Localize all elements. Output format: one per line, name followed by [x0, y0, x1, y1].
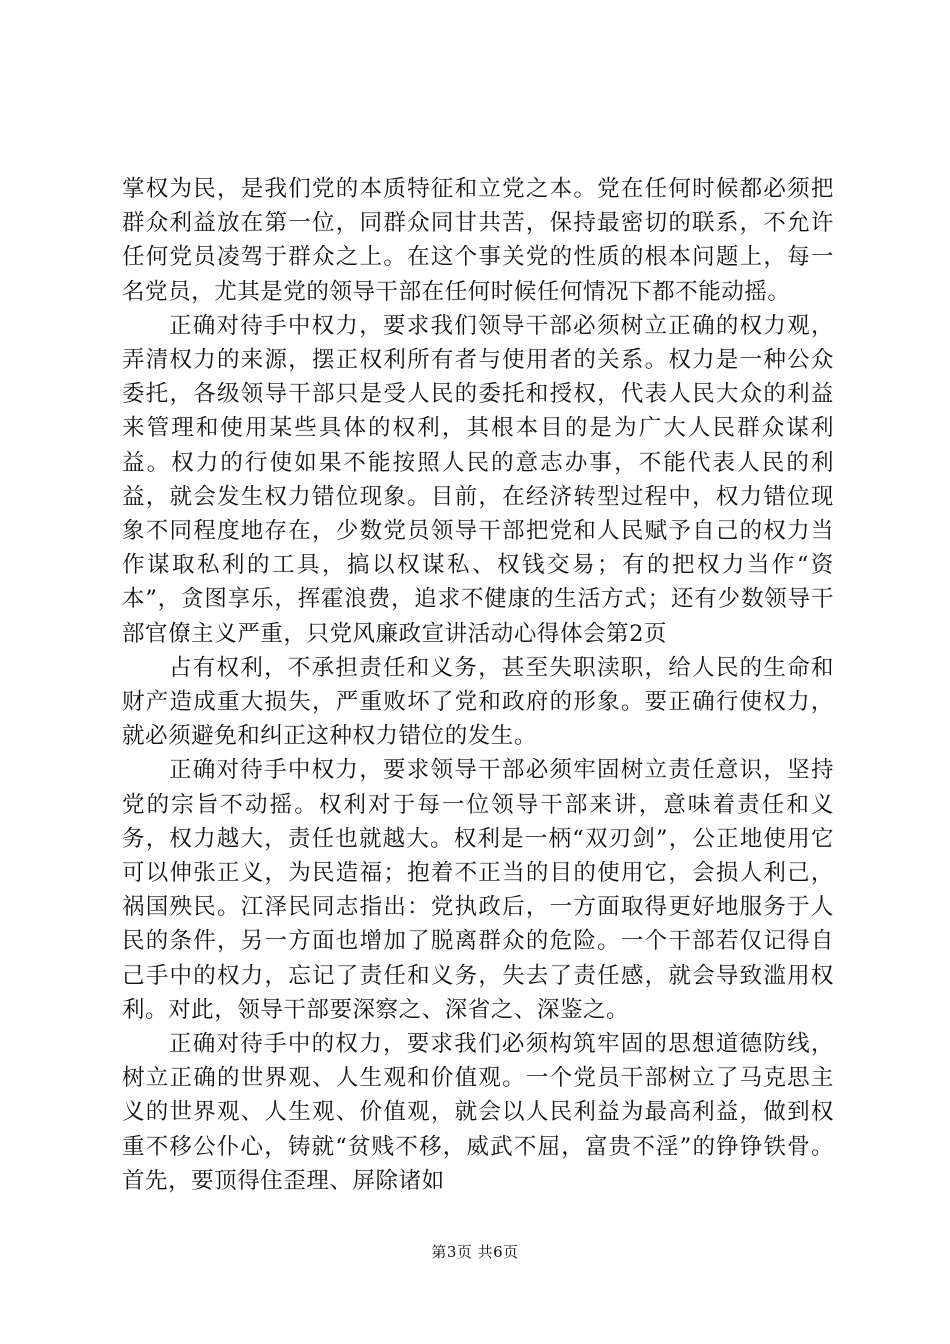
paragraph-5: 正确对待手中的权力，要求我们必须构筑牢固的思想道德防线，树立正确的世界观、人生观和价值观。一个党员干部树立了马克思主义的世界观、人生观、价值观，就会以人民利益为最高利益，做到权重不移公仆心，铸就“贫贱不移，威武不屈，富贵不淫”的铮铮铁骨。首先，要顶得住歪理、屏除诸如	[122, 1031, 834, 1194]
paragraph-1: 掌权为民，是我们党的本质特征和立党之本。党在任何时候都必须把群众利益放在第一位，同群众同甘共苦，保持最密切的联系，不允许任何党员凌驾于群众之上。在这个事关党的性质的根本问题上，每一名党员，尤其是党的领导干部在任何时候任何情况下都不能动摇。	[122, 176, 834, 305]
paragraph-2: 正确对待手中权力，要求我们领导干部必须树立正确的权力观，弄清权力的来源，摆正权利所有者与使用者的关系。权力是一种公众委托，各级领导干部只是受人民的委托和授权，代表人民大众的利益来管理和使用某些具体的权利，其根本目的是为广大人民群众谋利益。权力的行使如果不能按照人民的意志办事，不能代表人民的利益，就会发生权力错位现象。目前，在经济转型过程中，权力错位现象不同程度地存在，少数党员领导干部把党和人民赋予自己的权力当作谋取私利的工具，搞以权谋私、权钱交易；有的把权力当作“资本”，贪图享乐，挥霍浪费，追求不健康的生活方式；还有少数领导干部官僚主义严重，只党风廉政宣讲活动心得体会第2页	[122, 312, 834, 647]
paragraph-3: 占有权利，不承担责任和义务，甚至失职渎职，给人民的生命和财产造成重大损失，严重败坏了党和政府的形象。要正确行使权力，就必须避免和纠正这种权力错位的发生。	[122, 654, 834, 750]
page-footer: 第3页 共6页	[431, 1243, 519, 1261]
paragraph-4: 正确对待手中权力，要求领导干部必须牢固树立责任意识，坚持党的宗旨不动摇。权利对于每一位领导干部来讲，意味着责任和义务，权力越大，责任也就越大。权利是一柄“双刃剑”，公正地使用它可以伸张正义，为民造福；抱着不正当的目的使用它，会损人利己，祸国殃民。江泽民同志指出：党执政后，一方面取得更好地服务于人民的条件，另一方面也增加了脱离群众的危险。一个干部若仅记得自己手中的权力，忘记了责任和义务，失去了责任感，就会导致滥用权利。对此，领导干部要深察之、深省之、深鉴之。	[122, 757, 834, 1023]
body-text	[122, 172, 834, 1198]
